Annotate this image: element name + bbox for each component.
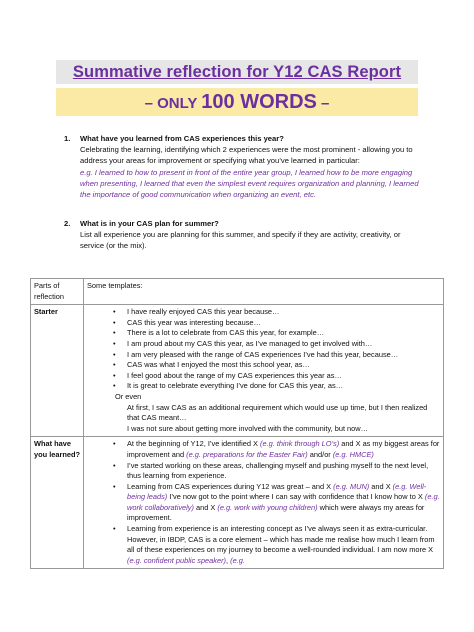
starter-list	[87, 307, 440, 392]
text-run: At the beginning of Y12, I’ve identified X	[127, 439, 260, 449]
text-run: Learning from experience is an interesting concept as I’ve always seen it as extra-curricular. However, in IBDP, CAS is a core element – which has made me realise how much I learn from all of these experiences on my journey to become a well-rounded individual. I am now more X	[127, 524, 435, 555]
templates-table	[30, 278, 444, 569]
example-run: (e.g. think through LO’s)	[260, 439, 340, 449]
word-limit-prefix: – ONLY	[144, 95, 202, 112]
example-run: (e.g. MUN)	[333, 481, 370, 491]
text-run: and X	[369, 481, 393, 491]
question-2-number: 2.	[64, 219, 71, 228]
document-title: Summative reflection for Y12 CAS Report	[72, 63, 402, 81]
question-1	[64, 133, 420, 200]
list-item: • I’ve started working on these areas, challenging myself and pushing myself to the next level, thus learning from experience.	[127, 461, 440, 482]
question-2	[64, 218, 420, 252]
example-run: (e.g. Well-being leads)	[127, 481, 427, 502]
learned-list	[87, 439, 440, 566]
word-limit-emphasis: 100 WORDS	[201, 91, 317, 113]
text-run: and X	[193, 502, 218, 512]
header-templates: Some templates:	[84, 279, 444, 305]
starter-templates	[84, 305, 444, 437]
list-item	[127, 482, 440, 524]
learned-label: What have you learned?	[31, 437, 84, 569]
text-run: Learning from CAS experiences during Y12 was great – and X	[127, 481, 334, 491]
starter-extra: At first, I saw CAS as an additional requirement which would use up time, but I then realized that CAS meant…	[127, 402, 428, 423]
question-2-heading: What is in your CAS plan for summer?	[80, 219, 219, 228]
or-even-label: Or even	[115, 391, 142, 401]
list-item: • I feel good about the range of my CAS experiences this year as…	[127, 371, 440, 382]
example-run: (e.g. work with young children)	[217, 502, 318, 512]
text-run: which were always my areas for improvement.	[127, 502, 425, 523]
example-run: (e.g.	[230, 555, 245, 565]
question-1-number: 1.	[64, 134, 71, 143]
table-header-row	[31, 279, 444, 305]
question-1-example: e.g. I learned to how to present in front of the entire year group, I learned how to be more engaging when presenting, I learned that even the simplest event requires organization and planning, I learned the importance of good communication when organizing an event, etc.	[80, 167, 419, 200]
text-run: ,	[226, 555, 231, 565]
list-item: • CAS was what I enjoyed the most this school year, as…	[127, 360, 440, 371]
list-item: • I am proud about my CAS this year, as I’ve managed to get involved with…	[127, 339, 440, 350]
text-run: I’ve now got to the point where I can say with confidence that I know how to X	[167, 492, 425, 502]
example-run: (e.g. HMCE)	[332, 449, 374, 459]
example-run: (e.g. confident public speaker)	[127, 555, 227, 565]
list-item: • There is a lot to celebrate from CAS this year, for example…	[127, 328, 440, 339]
title-bar	[56, 60, 418, 84]
question-2-body: List all experience you are planning for this summer, and specify if they are activity, creativity, or service (or the mix).	[80, 230, 401, 251]
example-run: (e.g. preparations for the Easter Fair)	[186, 449, 308, 459]
list-item: • I am very pleased with the range of CAS experiences I’ve had this year, because…	[127, 350, 440, 361]
text-run: and/or	[307, 449, 333, 459]
starter-extra-2: I was not sure about getting more involved with the community, but now…	[127, 423, 368, 433]
word-limit-banner	[56, 88, 418, 116]
header-parts: Parts of reflection	[31, 279, 84, 305]
list-item	[127, 439, 440, 460]
starter-label: Starter	[31, 305, 84, 437]
list-item: • I have really enjoyed CAS this year because…	[127, 307, 440, 318]
table-row-starter	[31, 305, 444, 437]
question-1-body: Celebrating the learning, identifying which 2 experiences were the most prominent - allowing you to address your areas for improvement or specifying what you’ve learned in particular:	[80, 145, 413, 166]
table-row-learned	[31, 437, 444, 569]
question-1-heading: What have you learned from CAS experiences this year?	[80, 134, 284, 143]
text-run: and X as my biggest areas for improvement and	[127, 439, 440, 459]
list-item: • CAS this year was interesting because…	[127, 318, 440, 329]
list-item: • It is great to celebrate everything I’ve done for CAS this year, as…	[127, 381, 440, 392]
learned-templates	[84, 437, 444, 569]
word-limit-suffix: –	[316, 95, 330, 112]
example-run: (e.g. work collaboratively)	[127, 492, 440, 512]
list-item	[127, 524, 440, 566]
